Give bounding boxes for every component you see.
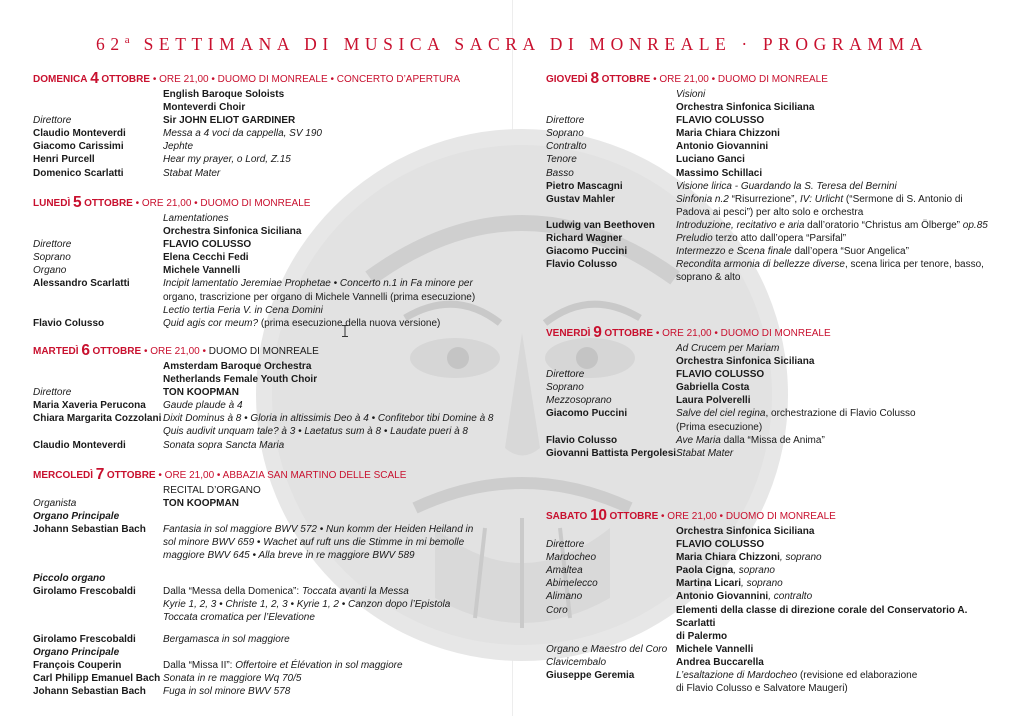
day-name: SABATO xyxy=(546,511,588,522)
month-name: OTTOBRE xyxy=(609,511,659,522)
programme-row xyxy=(546,245,996,258)
row-content: Massimo Schillaci xyxy=(676,167,763,179)
day-heading xyxy=(546,325,996,342)
day-heading xyxy=(33,467,503,484)
programme-row xyxy=(33,549,503,562)
row-content: Michele Vannelli xyxy=(676,643,754,655)
row-content: Elena Cecchi Fedi xyxy=(163,252,249,264)
programme-row xyxy=(546,88,996,101)
day-name: LUNEDÌ xyxy=(33,198,71,209)
programme-row xyxy=(33,598,503,611)
row-label: Mardocheo xyxy=(546,552,597,564)
row-label: Claudio Monteverdi xyxy=(33,128,126,140)
row-content-part: Martina Licari xyxy=(676,578,742,590)
programme-row xyxy=(33,497,503,510)
row-label: Domenico Scarlatti xyxy=(33,167,124,179)
row-label: Claudio Monteverdi xyxy=(33,439,126,451)
row-label: Soprano xyxy=(546,382,584,394)
row-label: Gustav Mahler xyxy=(546,193,615,205)
programme-row xyxy=(546,538,996,551)
row-content: FLAVIO COLUSSO xyxy=(163,239,252,251)
day-heading xyxy=(546,508,996,525)
row-content: Lectio tertia Feria V. in Cena Domini xyxy=(163,304,323,316)
row-content: Dixit Dominus à 8 • Gloria in altissimis Deo à 4 • Confitebor tibi Domine à 8 xyxy=(163,413,494,425)
spacer-row xyxy=(33,624,503,633)
row-label: Carl Philipp Emanuel Bach xyxy=(33,673,161,685)
row-content: Orchestra Sinfonica Siciliana xyxy=(676,526,815,537)
programme-row xyxy=(33,611,503,624)
row-content: FLAVIO COLUSSO xyxy=(676,115,765,127)
row-content-part: Preludio xyxy=(676,233,713,245)
row-content: di Flavio Colusso e Salvatore Maugeri) xyxy=(676,683,848,695)
programme-row xyxy=(33,373,503,386)
day-heading xyxy=(546,71,996,88)
spacer-row xyxy=(33,563,503,572)
row-label: Flavio Colusso xyxy=(33,317,105,329)
row-content xyxy=(676,551,996,564)
row-label: Flavio Colusso xyxy=(546,259,618,271)
row-content-part: , orchestrazione di Flavio Colusso xyxy=(765,408,916,420)
row-content xyxy=(676,193,996,206)
row-content-part: Intermezzo e Scena finale xyxy=(676,246,792,258)
row-content xyxy=(676,590,996,603)
row-label: Giovanni Battista Pergolesi xyxy=(546,447,677,459)
row-content xyxy=(676,258,996,271)
programme-row xyxy=(546,394,996,407)
programme-row xyxy=(33,646,503,659)
programme-row xyxy=(546,342,996,355)
row-label: Mezzosoprano xyxy=(546,395,612,407)
event-time-venue: • ORE 21,00 • DUOMO DI MONREALE xyxy=(132,198,311,209)
row-label: Maria Xaveria Perucona xyxy=(33,400,146,412)
programme-row xyxy=(33,672,503,685)
row-content-part: Introduzione, recitativo e aria xyxy=(676,219,805,231)
row-content-part: Paola Cigna xyxy=(676,565,734,577)
row-content: RECITAL D’ORGANO xyxy=(163,485,261,496)
programme-row xyxy=(33,386,503,399)
row-content: Amsterdam Baroque Orchestra xyxy=(163,361,312,372)
row-label: Tenore xyxy=(546,154,577,166)
programme-row xyxy=(33,88,503,101)
row-content xyxy=(676,669,996,682)
row-content: Bergamasca in sol maggiore xyxy=(163,633,290,645)
row-label: Soprano xyxy=(33,252,71,264)
event-time-venue: • ORE 21,00 • DUOMO DI MONREALE xyxy=(650,74,828,85)
programme-row xyxy=(546,525,996,538)
row-content-part: , soprano xyxy=(741,578,783,590)
row-content: sol minore BWV 659 • Wachet auf ruft uns die Stimme in mi bemolle xyxy=(163,537,465,549)
event-time-venue: DUOMO DI MONREALE xyxy=(208,346,319,357)
month-name: OTTOBRE xyxy=(92,346,142,357)
row-label: Giacomo Carissimi xyxy=(33,141,124,153)
row-content: soprano & alto xyxy=(676,272,741,284)
row-content-part: (prima esecuzione della nuova versione) xyxy=(258,317,441,329)
row-content-part: Quid agis cor meum? xyxy=(163,317,259,329)
row-label: Direttore xyxy=(546,369,585,381)
programme-row xyxy=(546,669,996,682)
row-label: Pietro Mascagni xyxy=(546,180,623,192)
programme-row xyxy=(33,585,503,598)
row-content: FLAVIO COLUSSO xyxy=(676,539,765,551)
day-name: VENERDÌ xyxy=(546,328,591,339)
row-content: Elementi della classe di direzione corale del Conservatorio A. Scarlatti xyxy=(676,604,968,629)
row-label: Coro xyxy=(546,604,568,616)
programme-row xyxy=(546,368,996,381)
row-label: Organo Principale xyxy=(33,511,120,523)
programme-row xyxy=(33,212,503,225)
row-label: Giuseppe Geremia xyxy=(546,670,635,682)
day-number: 8 xyxy=(590,70,599,87)
programme-row xyxy=(33,225,503,238)
row-content: Gabriella Costa xyxy=(676,382,750,394)
event-time-venue: • ORE 21,00 • ABBAZIA SAN MARTINO DELLE SCALE xyxy=(155,470,407,481)
row-label: Abimelecco xyxy=(546,578,598,590)
row-content-part: IV: Urlicht xyxy=(799,193,844,205)
programme-row xyxy=(33,264,503,277)
row-label: Girolamo Frescobaldi xyxy=(33,585,136,597)
row-label: Girolamo Frescobaldi xyxy=(33,633,136,645)
day-section xyxy=(33,195,503,330)
programme-row xyxy=(33,572,503,585)
row-content-part: Antonio Giovannini xyxy=(676,591,769,603)
programme-row xyxy=(33,659,503,672)
row-label: Richard Wagner xyxy=(546,233,623,245)
programme-row xyxy=(546,180,996,193)
row-content xyxy=(163,659,503,672)
row-content-part: Sinfonia n.2 xyxy=(676,193,729,205)
day-section xyxy=(33,71,503,180)
row-content: Visione lirica - Guardando la S. Teresa del Bernini xyxy=(676,180,897,192)
programme-row xyxy=(33,510,503,523)
row-label: Chiara Margarita Cozzolani xyxy=(33,413,162,425)
row-content-part: , contralto xyxy=(768,591,813,603)
row-content: Michele Vannelli xyxy=(163,265,241,277)
day-name: MERCOLEDÌ xyxy=(33,470,93,481)
day-section xyxy=(33,343,503,452)
programme-row xyxy=(33,153,503,166)
row-label: Direttore xyxy=(33,239,72,251)
programme-row xyxy=(546,381,996,394)
row-content-part: , scena lirica per tenore, basso, xyxy=(844,259,984,271)
row-content-part: Dalla “Missa II”: xyxy=(163,660,236,672)
row-content: Laura Polverelli xyxy=(676,395,751,407)
row-content-part: “Risurrezione”, xyxy=(728,193,800,205)
row-label: Basso xyxy=(546,167,574,179)
day-number: 10 xyxy=(590,507,607,524)
text-cursor-icon xyxy=(341,325,349,337)
row-content-part: terzo atto dall’opera “Parsifal” xyxy=(712,233,847,245)
programme-row xyxy=(33,360,503,373)
programme-row xyxy=(546,604,996,630)
row-content xyxy=(163,585,503,598)
row-content: Sir JOHN ELIOT GARDINER xyxy=(163,115,296,127)
row-label: Ludwig van Beethoven xyxy=(546,219,655,231)
row-content: maggiore BWV 645 • Alla breve in re maggiore BWV 589 xyxy=(163,550,415,562)
programme-row xyxy=(33,425,503,438)
row-content-part: (revisione ed elaborazione xyxy=(797,670,918,682)
day-name: GIOVEDÌ xyxy=(546,74,588,85)
month-name: OTTOBRE xyxy=(604,328,654,339)
programme-row xyxy=(546,434,996,447)
row-content: Stabat Mater xyxy=(163,167,221,179)
programme-row xyxy=(546,140,996,153)
row-content: organo, trascrizione per organo di Michele Vannelli (prima esecuzione) xyxy=(163,291,476,303)
day-number: 5 xyxy=(73,194,82,211)
row-content: Ad Crucem per Mariam xyxy=(676,343,780,354)
programme-row xyxy=(33,101,503,114)
programme-row xyxy=(546,355,996,368)
row-content: Orchestra Sinfonica Siciliana xyxy=(676,356,815,368)
programme-row xyxy=(546,127,996,140)
row-label: Direttore xyxy=(33,387,72,399)
month-name: OTTOBRE xyxy=(601,74,651,85)
programme-row xyxy=(546,682,996,695)
row-label: François Couperin xyxy=(33,660,122,672)
row-label: Giacomo Puccini xyxy=(546,246,628,258)
event-time-venue: • ORE 21,00 • DUOMO DI MONREALE • CONCERTO D’APERTURA xyxy=(150,74,461,85)
programme-row xyxy=(33,484,503,497)
row-label: Flavio Colusso xyxy=(546,434,618,446)
row-content-part: op.85 xyxy=(962,219,988,231)
programme-row xyxy=(546,656,996,669)
programme-row xyxy=(33,633,503,646)
programme-row xyxy=(33,127,503,140)
programme-row xyxy=(33,523,503,536)
programme-row xyxy=(546,590,996,603)
programme-row xyxy=(546,193,996,206)
programme-row xyxy=(33,685,503,698)
row-content-part: Ave Maria xyxy=(676,434,721,446)
event-time-venue: • ORE 21,00 • DUOMO DI MONREALE xyxy=(653,328,831,339)
row-content: Maria Chiara Chizzoni xyxy=(676,128,780,140)
row-label: Henri Purcell xyxy=(33,154,95,166)
programme-row xyxy=(33,291,503,304)
row-label: Piccolo organo xyxy=(33,572,106,584)
row-content: Hear my prayer, o Lord, Z.15 xyxy=(163,154,291,166)
row-content: English Baroque Soloists xyxy=(163,89,285,100)
day-heading xyxy=(33,343,503,360)
row-content xyxy=(163,317,503,330)
programme-row xyxy=(33,536,503,549)
programme-row xyxy=(33,167,503,180)
day-section xyxy=(546,71,996,284)
row-label: Giacomo Puccini xyxy=(546,408,628,420)
row-content xyxy=(676,577,996,590)
row-content: Gaude plaude à 4 xyxy=(163,400,243,412)
row-content: Antonio Giovannini xyxy=(676,141,769,153)
row-label: Organo e Maestro del Coro xyxy=(546,643,668,655)
page-title: 62$^a$ SETTIMANA DI MUSICA SACRA DI MONREALE · PROGRAMMA xyxy=(96,34,928,54)
day-number: 6 xyxy=(81,342,90,359)
row-content: Monteverdi Choir xyxy=(163,102,246,114)
row-content: Messa a 4 voci da cappella, SV 190 xyxy=(163,128,322,140)
programme-row xyxy=(33,114,503,127)
event-time-venue: • ORE 21,00 • xyxy=(141,346,209,357)
programme-row xyxy=(546,564,996,577)
row-content: Orchestra Sinfonica Siciliana xyxy=(676,102,815,114)
programme-row xyxy=(546,271,996,284)
row-content: TON KOOPMAN xyxy=(163,498,239,510)
row-label: Direttore xyxy=(33,115,72,127)
day-section xyxy=(546,325,996,460)
programme-row xyxy=(546,258,996,271)
programme-row xyxy=(546,219,996,232)
day-heading xyxy=(33,195,503,212)
programme-row xyxy=(546,643,996,656)
programme-row xyxy=(33,238,503,251)
row-content: Luciano Ganci xyxy=(676,154,745,166)
row-content: Padova ai pesci”) per alto solo e orchestra xyxy=(676,206,864,218)
row-content-part: , soprano xyxy=(733,565,775,577)
day-name: DOMENICA xyxy=(33,74,88,85)
row-content: FLAVIO COLUSSO xyxy=(676,369,765,381)
programme-row xyxy=(546,577,996,590)
row-label: Soprano xyxy=(546,128,584,140)
programme-row xyxy=(33,304,503,317)
row-content: Kyrie 1, 2, 3 • Christe 1, 2, 3 • Kyrie 1, 2 • Canzon dopo l’Epistola xyxy=(163,598,451,610)
row-content: Quis audivit unquam tale? à 3 • Laetatus sum à 8 • Laudate pueri à 8 xyxy=(163,426,468,438)
row-label: Clavicembalo xyxy=(546,656,607,668)
day-section xyxy=(33,467,503,698)
row-content-part: (“Sermone di S. Antonio di xyxy=(843,193,963,205)
day-number: 9 xyxy=(593,324,602,341)
programme-row xyxy=(33,439,503,452)
programme-row xyxy=(546,167,996,180)
row-content-part: dall’opera “Suor Angelica” xyxy=(791,246,909,258)
row-content-part: , soprano xyxy=(779,552,822,564)
programme-row xyxy=(33,412,503,425)
month-name: OTTOBRE xyxy=(101,74,151,85)
day-section xyxy=(546,508,996,695)
row-content xyxy=(676,232,996,245)
row-label: Direttore xyxy=(546,115,585,127)
row-content: Sonata in re maggiore Wq 70/5 xyxy=(163,673,302,685)
programme-row xyxy=(546,421,996,434)
programme-row xyxy=(33,277,503,290)
row-label: Alimano xyxy=(546,591,583,603)
row-content: Orchestra Sinfonica Siciliana xyxy=(163,226,302,238)
programme-row xyxy=(546,153,996,166)
row-label: Amaltea xyxy=(546,565,583,577)
programme-row xyxy=(546,101,996,114)
row-label: Johann Sebastian Bach xyxy=(33,524,146,536)
day-number: 7 xyxy=(95,466,105,483)
row-content: Visioni xyxy=(676,89,706,100)
month-name: OTTOBRE xyxy=(106,470,156,481)
row-content-part: Recondita armonia di bellezze diverse xyxy=(676,259,845,271)
programme-row xyxy=(546,114,996,127)
row-content: Jephte xyxy=(163,141,194,153)
month-name: OTTOBRE xyxy=(84,198,133,209)
programme-row xyxy=(546,206,996,219)
row-content: Fuga in sol minore BWV 578 xyxy=(163,686,291,698)
row-content: Sonata sopra Sancta Maria xyxy=(163,439,285,451)
row-content-part: Maria Chiara Chizzoni xyxy=(676,552,780,564)
row-label: Organo Principale xyxy=(33,647,120,659)
programme-row xyxy=(33,140,503,153)
row-content: Netherlands Female Youth Choir xyxy=(163,374,318,386)
row-content xyxy=(676,434,996,447)
programme-row xyxy=(546,630,996,643)
row-content-part: L’esaltazione di Mardocheo xyxy=(676,670,798,682)
row-content-part: Salve del ciel regina xyxy=(676,408,766,420)
row-content-part: Toccata avanti la Messa xyxy=(301,585,409,597)
programme-row xyxy=(33,317,503,330)
row-content-part: dall’oratorio “Christus am Ölberge” xyxy=(804,219,963,231)
row-content: (Prima esecuzione) xyxy=(676,421,763,433)
programme-row xyxy=(546,551,996,564)
row-content-part: Dalla “Messa della Domenica”: xyxy=(163,585,302,597)
row-content xyxy=(676,245,996,258)
programme-row xyxy=(33,251,503,264)
row-content xyxy=(676,407,996,420)
row-content: Incipit lamentatio Jeremiae Prophetae • Concerto n.1 in Fa minore per xyxy=(163,278,473,290)
programme-row xyxy=(546,407,996,420)
row-content: Fantasia in sol maggiore BWV 572 • Nun komm der Heiden Heiland in xyxy=(163,524,474,536)
programme-row xyxy=(546,447,996,460)
row-content: TON KOOPMAN xyxy=(163,387,239,399)
day-number: 4 xyxy=(90,70,99,87)
row-label: Organo xyxy=(33,265,67,277)
row-content: Andrea Buccarella xyxy=(676,656,764,668)
event-time-venue: • ORE 21,00 • DUOMO DI MONREALE xyxy=(658,511,836,522)
row-label: Direttore xyxy=(546,539,585,551)
row-label: Contralto xyxy=(546,141,587,153)
row-label: Johann Sebastian Bach xyxy=(33,686,146,698)
row-content xyxy=(676,564,996,577)
row-content: Stabat Mater xyxy=(676,447,734,459)
row-content xyxy=(676,219,996,232)
row-label: Alessandro Scarlatti xyxy=(33,278,130,290)
day-heading xyxy=(33,71,503,88)
row-content: Lamentationes xyxy=(163,213,229,224)
programme-row xyxy=(33,399,503,412)
row-content-part: Offertoire et Élévation in sol maggiore xyxy=(235,660,403,672)
day-name: MARTEDÌ xyxy=(33,346,79,357)
programme-row xyxy=(546,232,996,245)
row-content: Toccata cromatica per l’Elevatione xyxy=(163,611,315,623)
row-content: di Palermo xyxy=(676,630,728,642)
row-content-part: dalla “Missa de Anima” xyxy=(720,434,825,446)
row-label: Organista xyxy=(33,498,77,510)
